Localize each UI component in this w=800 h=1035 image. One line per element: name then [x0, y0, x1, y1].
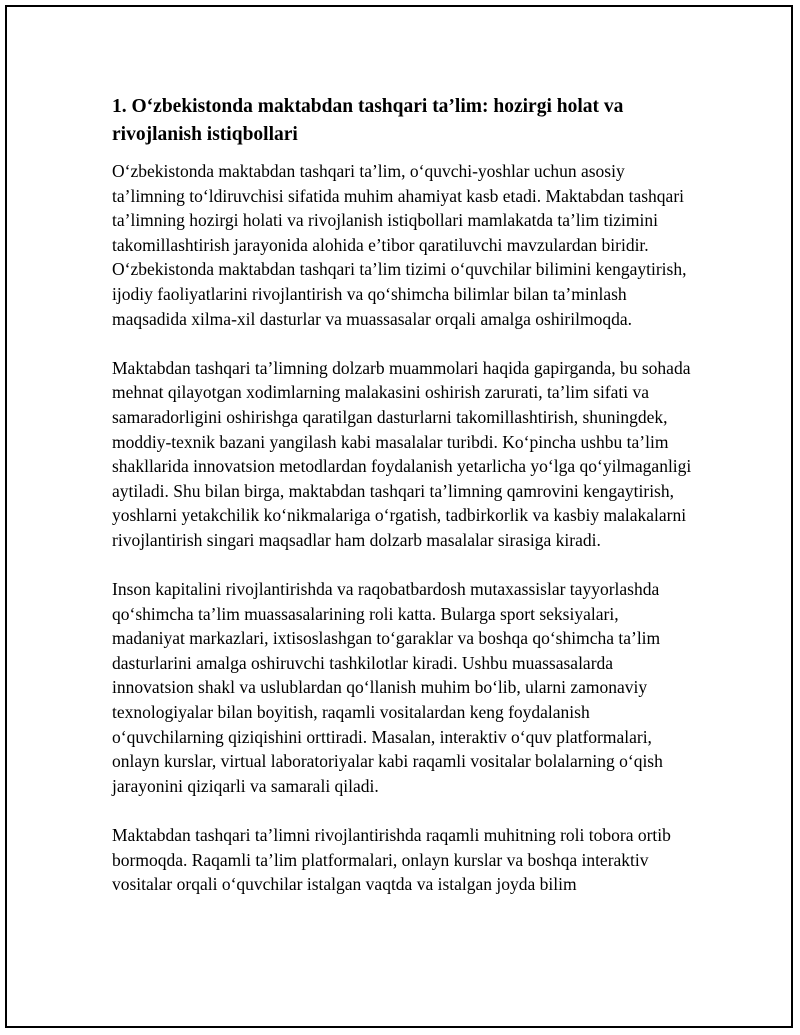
paragraph-4: Maktabdan tashqari ta’limni rivojlantirishda raqamli muhitning roli tobora ortib bormoqda. Raqamli ta’lim platformalari, onlayn kurslar va boshqa interaktiv vositalar orqali o‘quvchilar istalgan vaqtda va istalgan joyda bilim	[112, 825, 671, 895]
document-body	[112, 93, 692, 921]
paragraph-2: Maktabdan tashqari ta’limning dolzarb muammolari haqida gapirganda, bu sohada mehnat qilayotgan xodimlarning malakasini oshirish zarurati, ta’lim sifati va samaradorligini oshirishga qaratilgan dasturlarni takomillashtirish, shuningdek, moddiy-texnik bazani yangilash kabi masalalar turibdi. Ko‘pincha ushbu ta’lim shakllarida innovatsion metodlardan foydalanish yetarlicha yo‘lga qo‘yilmaganligi aytiladi. Shu bilan birga, maktabdan tashqari ta’limning qamrovini kengaytirish, yoshlarni yetakchilik ko‘nikmalariga o‘rgatish, tadbirkorlik va kasbiy malakalarni rivojlantirish singari maqsadlar ham dolzarb masalalar sirasiga kiradi.	[112, 357, 692, 550]
paragraph-3: Inson kapitalini rivojlantirishda va raqobatbardosh mutaxassislar tayyorlashda qo‘shimcha ta’lim muassasalarining roli katta. Bularga sport seksiyalari, madaniyat markazlari, ixtisoslashgan to‘garaklar va boshqa qo‘shimcha ta’lim dasturlarini amalga oshiruvchi tashkilotlar kiradi. Ushbu muassasalarda innovatsion shakl va uslublardan qo‘llanish muhim bo‘lib, ularni zamonaviy texnologiyalar bilan boyitish, raqamli vositalardan keng foydalanish o‘quvchilarning qiziqishini orttiradi. Masalan, interaktiv o‘quv platformalari, onlayn kurslar, virtual laboratoriyalar kabi raqamli vositalar bolalarning o‘qish jarayonini qiziqarli va samarali qiladi.	[112, 579, 663, 796]
section-heading: 1. O‘zbekistonda maktabdan tashqari ta’lim: hozirgi holat va rivojlanish istiqbollari	[112, 96, 624, 145]
paragraph-1: O‘zbekistonda maktabdan tashqari ta’lim, o‘quvchi-yoshlar uchun asosiy ta’limning to‘ldiruvchisi sifatida muhim ahamiyat kasb etadi. Maktabdan tashqari ta’limning hozirgi holati va rivojlanish istiqbollari mamlakatda ta’lim tizimini takomillashtirish jarayonida alohida e’tibor qaratiluvchi mavzulardan biridir. O‘zbekistonda maktabdan tashqari ta’lim tizimi o‘quvchilar bilimini kengaytirish, ijodiy faoliyatlarini rivojlantirish va qo‘shimcha bilimlar bilan ta’minlash maqsadida xilma-xil dasturlar va muassasalar orqali amalga oshirilmoqda.	[112, 161, 687, 329]
